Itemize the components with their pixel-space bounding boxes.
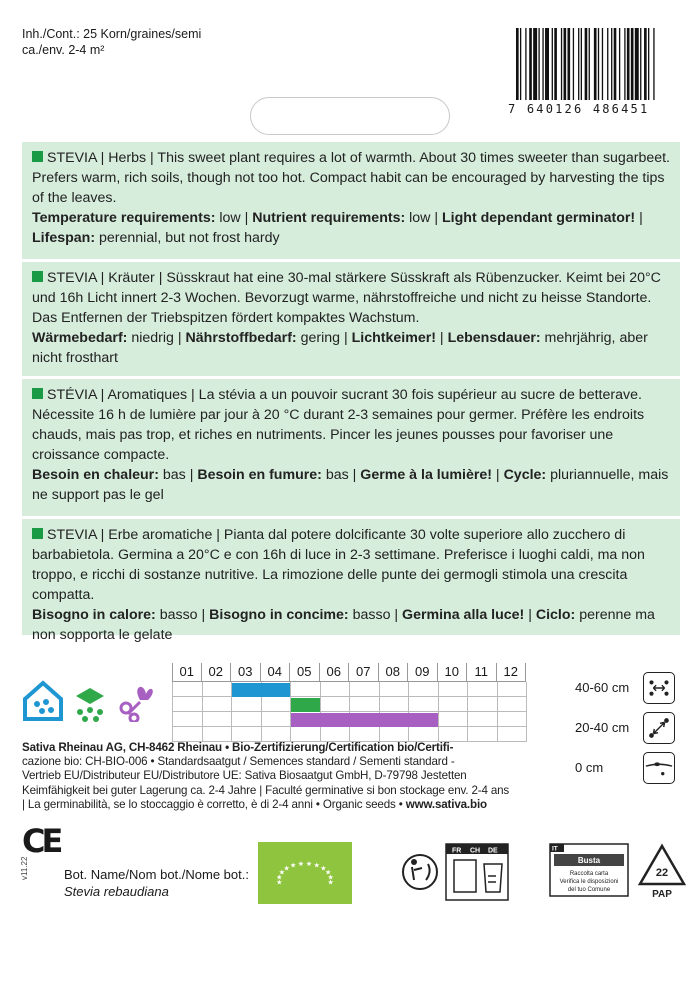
version-label: v11.22 (20, 856, 29, 880)
key: Germina alla luce! (402, 607, 525, 623)
country-code-de: DE (488, 847, 498, 855)
month-label: 11 (467, 663, 497, 681)
pap-label: PAP (652, 889, 672, 900)
value: | (435, 330, 448, 346)
row-distance-value: 40-60 cm (575, 680, 630, 695)
eu-organic-leaf-logo (258, 842, 352, 904)
key: Lebensdauer: (447, 330, 541, 346)
eu-star-icon: ★ (276, 879, 283, 887)
key: Bisogno in calore: (32, 607, 156, 623)
it-code: IT (552, 845, 558, 853)
hang-hole (250, 97, 450, 135)
plant-distance (575, 712, 685, 744)
key: Wärmebedarf: (32, 330, 128, 346)
month-label: 03 (231, 663, 261, 681)
ce-mark: CE (22, 822, 60, 860)
green-square-icon (32, 528, 43, 539)
month-label: 12 (497, 663, 527, 681)
content-count: Inh./Cont.: 25 Korn/graines/semi (22, 27, 202, 41)
calendar-column-line (320, 682, 321, 742)
sowing-calendar (172, 663, 526, 741)
intro-text: STEVIA | Erbe aromatiche | Pianta dal potere dolcificante 30 volte superiore allo zucchero di barbabietola. Germina a 20°C e con 16h di luce in 2-3 settimane. Preferisce i luoghi caldi, ma non troppo, e ricchi di sostanze nutritive. La rimozione delle punte dei germogli stimola una crescita compatta. (32, 527, 645, 603)
intro-text: STEVIA | Kräuter | Süsskraut hat eine 30-mal stärkere Süsskraft als Rübenzucker. Keimt bei 20°C und 16h Licht innert 2-3 Wochen. Bevorzugt warme, nährstoffreiche und nicht zu heisse Standorte. Das Entfernen der Triebspitzen fördert kompaktes Wachstum. (32, 270, 661, 326)
key: Besoin en fumure: (197, 467, 322, 483)
value: gering | (296, 330, 352, 346)
eu-star-icon: ★ (320, 865, 327, 873)
recycling-info (400, 842, 686, 902)
description-en (22, 142, 680, 259)
key: Besoin en chaleur: (32, 467, 159, 483)
value: perennial, but not frost hardy (95, 230, 280, 246)
description-de (22, 262, 680, 376)
value: mehrjährig, aber nicht frosthart (32, 330, 648, 366)
value: basso | (348, 607, 403, 623)
eu-star-icon: ★ (305, 861, 313, 869)
coverage-area: ca./env. 2-4 m² (22, 43, 105, 57)
plant-distance-value: 20-40 cm (575, 720, 630, 735)
month-label: 09 (408, 663, 438, 681)
eu-star-icon: ★ (327, 879, 334, 887)
value: | (524, 607, 536, 623)
calendar-column-line (290, 682, 291, 742)
website-link[interactable]: www.sativa.bio (405, 797, 487, 811)
description-fr (22, 379, 680, 516)
month-label: 07 (349, 663, 379, 681)
busta-sub-3: del tuo Comune (567, 887, 611, 893)
legal-line-5: | La germinabilità, se lo stoccaggio è corretto, è di 2-4 anni • Organic seeds • (22, 797, 406, 811)
key: Bisogno in concime: (209, 607, 349, 623)
green-square-icon (32, 151, 43, 162)
eu-star-icon: ★ (297, 861, 305, 869)
value: low | (215, 210, 253, 226)
busta-title: Busta (577, 856, 601, 865)
green-square-icon (32, 271, 43, 282)
month-label: 08 (379, 663, 409, 681)
plant-distance-icon (643, 712, 675, 744)
key: Nährstoffbedarf: (185, 330, 297, 346)
barcode-digits: 7 640126 486451 (508, 102, 650, 116)
ean-barcode (508, 28, 684, 118)
calendar-column-line (408, 682, 409, 742)
pap-recycling-icon (640, 846, 684, 900)
calendar-column-line (349, 682, 350, 742)
green-square-icon (32, 388, 43, 399)
legal-line-4: Keimfähigkeit bei guter Lagerung ca. 2-4 Jahre | Faculté germinative si bon stockage env. 2-4 ans (22, 783, 510, 797)
description-it (22, 519, 680, 643)
calendar-column-line (438, 682, 439, 742)
calendar-column-line (497, 682, 498, 742)
month-label: 04 (261, 663, 291, 681)
paper-envelope-icon (454, 860, 476, 892)
country-code-fr: FR (452, 847, 462, 855)
indoor-sowing-period-bar (232, 683, 290, 697)
value: | (491, 467, 504, 483)
calendar-column-line (526, 682, 527, 742)
planting-out-icon (70, 682, 112, 724)
busta-sub-2: Verifica le disposizioni (559, 879, 619, 885)
key: Lifespan: (32, 230, 96, 246)
key: Lichtkeimer! (351, 330, 436, 346)
barcode-bars (516, 28, 684, 106)
busta-sub-1: Raccolta carta (569, 871, 609, 877)
legal-text (22, 741, 684, 812)
legal-line-1: Sativa Rheinau AG, CH-8462 Rheinau • Bio-Zertifizierung/Certification bio/Certifi- (22, 741, 454, 754)
eu-star-icon: ★ (327, 874, 334, 882)
key: Temperature requirements: (32, 210, 216, 226)
month-label: 05 (290, 663, 320, 681)
planting-out-period-bar (291, 698, 320, 712)
sowing-depth-value: 0 cm (575, 760, 604, 775)
intro-text: STÉVIA | Aromatiques | La stévia a un pouvoir sucrant 30 fois supérieur au sucre de betterave. Nécessite 16 h de lumière par jour à 20 °C durant 2-3 semaines pour germer. Préfère les endroits chauds, mais pas trop, et riches en nutriments. Pincer les jeunes pousses pour favoriser une croissance compacte. (32, 387, 645, 463)
indoor-sowing-icon (22, 680, 64, 722)
legal-line-3: Vertrieb EU/Distributeur EU/Distributore UE: Sativa Biosaatgut GmbH, D-79798 Jestetten (22, 769, 467, 783)
value: | (635, 210, 643, 226)
month-label: 01 (172, 663, 202, 681)
triman-icon (403, 855, 437, 889)
key: Nutrient requirements: (252, 210, 406, 226)
value: bas | (158, 467, 198, 483)
value: low | (405, 210, 443, 226)
country-codes-panel (446, 844, 508, 900)
eu-star-icon: ★ (283, 865, 290, 873)
botanical-name-latin: Stevia rebaudiana (64, 884, 169, 899)
key: Germe à la lumière! (360, 467, 492, 483)
month-label: 06 (320, 663, 350, 681)
calendar-column-line (379, 682, 380, 742)
key: Ciclo: (535, 607, 576, 623)
calendar-grid (172, 681, 526, 741)
italian-disposal-panel (550, 844, 628, 896)
month-label: 10 (438, 663, 468, 681)
key: Light dependant germinator! (442, 210, 636, 226)
value: pluriannuelle, mais ne support pas le gel (32, 467, 669, 503)
company-name (22, 741, 453, 754)
calendar-column-line (172, 682, 173, 742)
calendar-column-line (202, 682, 203, 742)
botanical-name-label: Bot. Name/Nom bot./Nome bot.: (64, 867, 249, 882)
country-code-ch: CH (470, 847, 481, 855)
paper-bin-icon (484, 864, 502, 892)
legal-line-2: cazione bio: CH-BIO-006 • Standardsaatgut / Semences standard / Sementi standard - (22, 755, 455, 769)
eu-star-icon: ★ (325, 869, 332, 877)
calendar-months (172, 663, 526, 681)
botanical-name (64, 866, 249, 900)
intro-text: STEVIA | Herbs | This sweet plant requires a lot of warmth. About 30 times sweeter than sugarbeet. Prefers warm, rich soils, though not too hot. Compact habit can be encouraged by harvesting the tips of the leaves. (32, 150, 670, 206)
harvest-scissors-icon (118, 680, 160, 722)
eu-star-icon: ★ (276, 874, 283, 882)
pap-number: 22 (655, 867, 669, 879)
row-distance (575, 672, 685, 704)
eu-star-icon: ★ (290, 862, 297, 870)
key: Cycle: (503, 467, 547, 483)
eu-star-icon: ★ (278, 869, 285, 877)
month-label: 02 (202, 663, 232, 681)
package-content-info (22, 26, 201, 58)
value: perenne ma non sopporta le gelate (32, 607, 655, 643)
value: bas | (321, 467, 361, 483)
value: niedrig | (127, 330, 186, 346)
harvest-period-bar (291, 713, 438, 727)
calendar-column-line (467, 682, 468, 742)
row-distance-icon (643, 672, 675, 704)
value: basso | (155, 607, 210, 623)
eu-star-icon: ★ (313, 862, 320, 870)
